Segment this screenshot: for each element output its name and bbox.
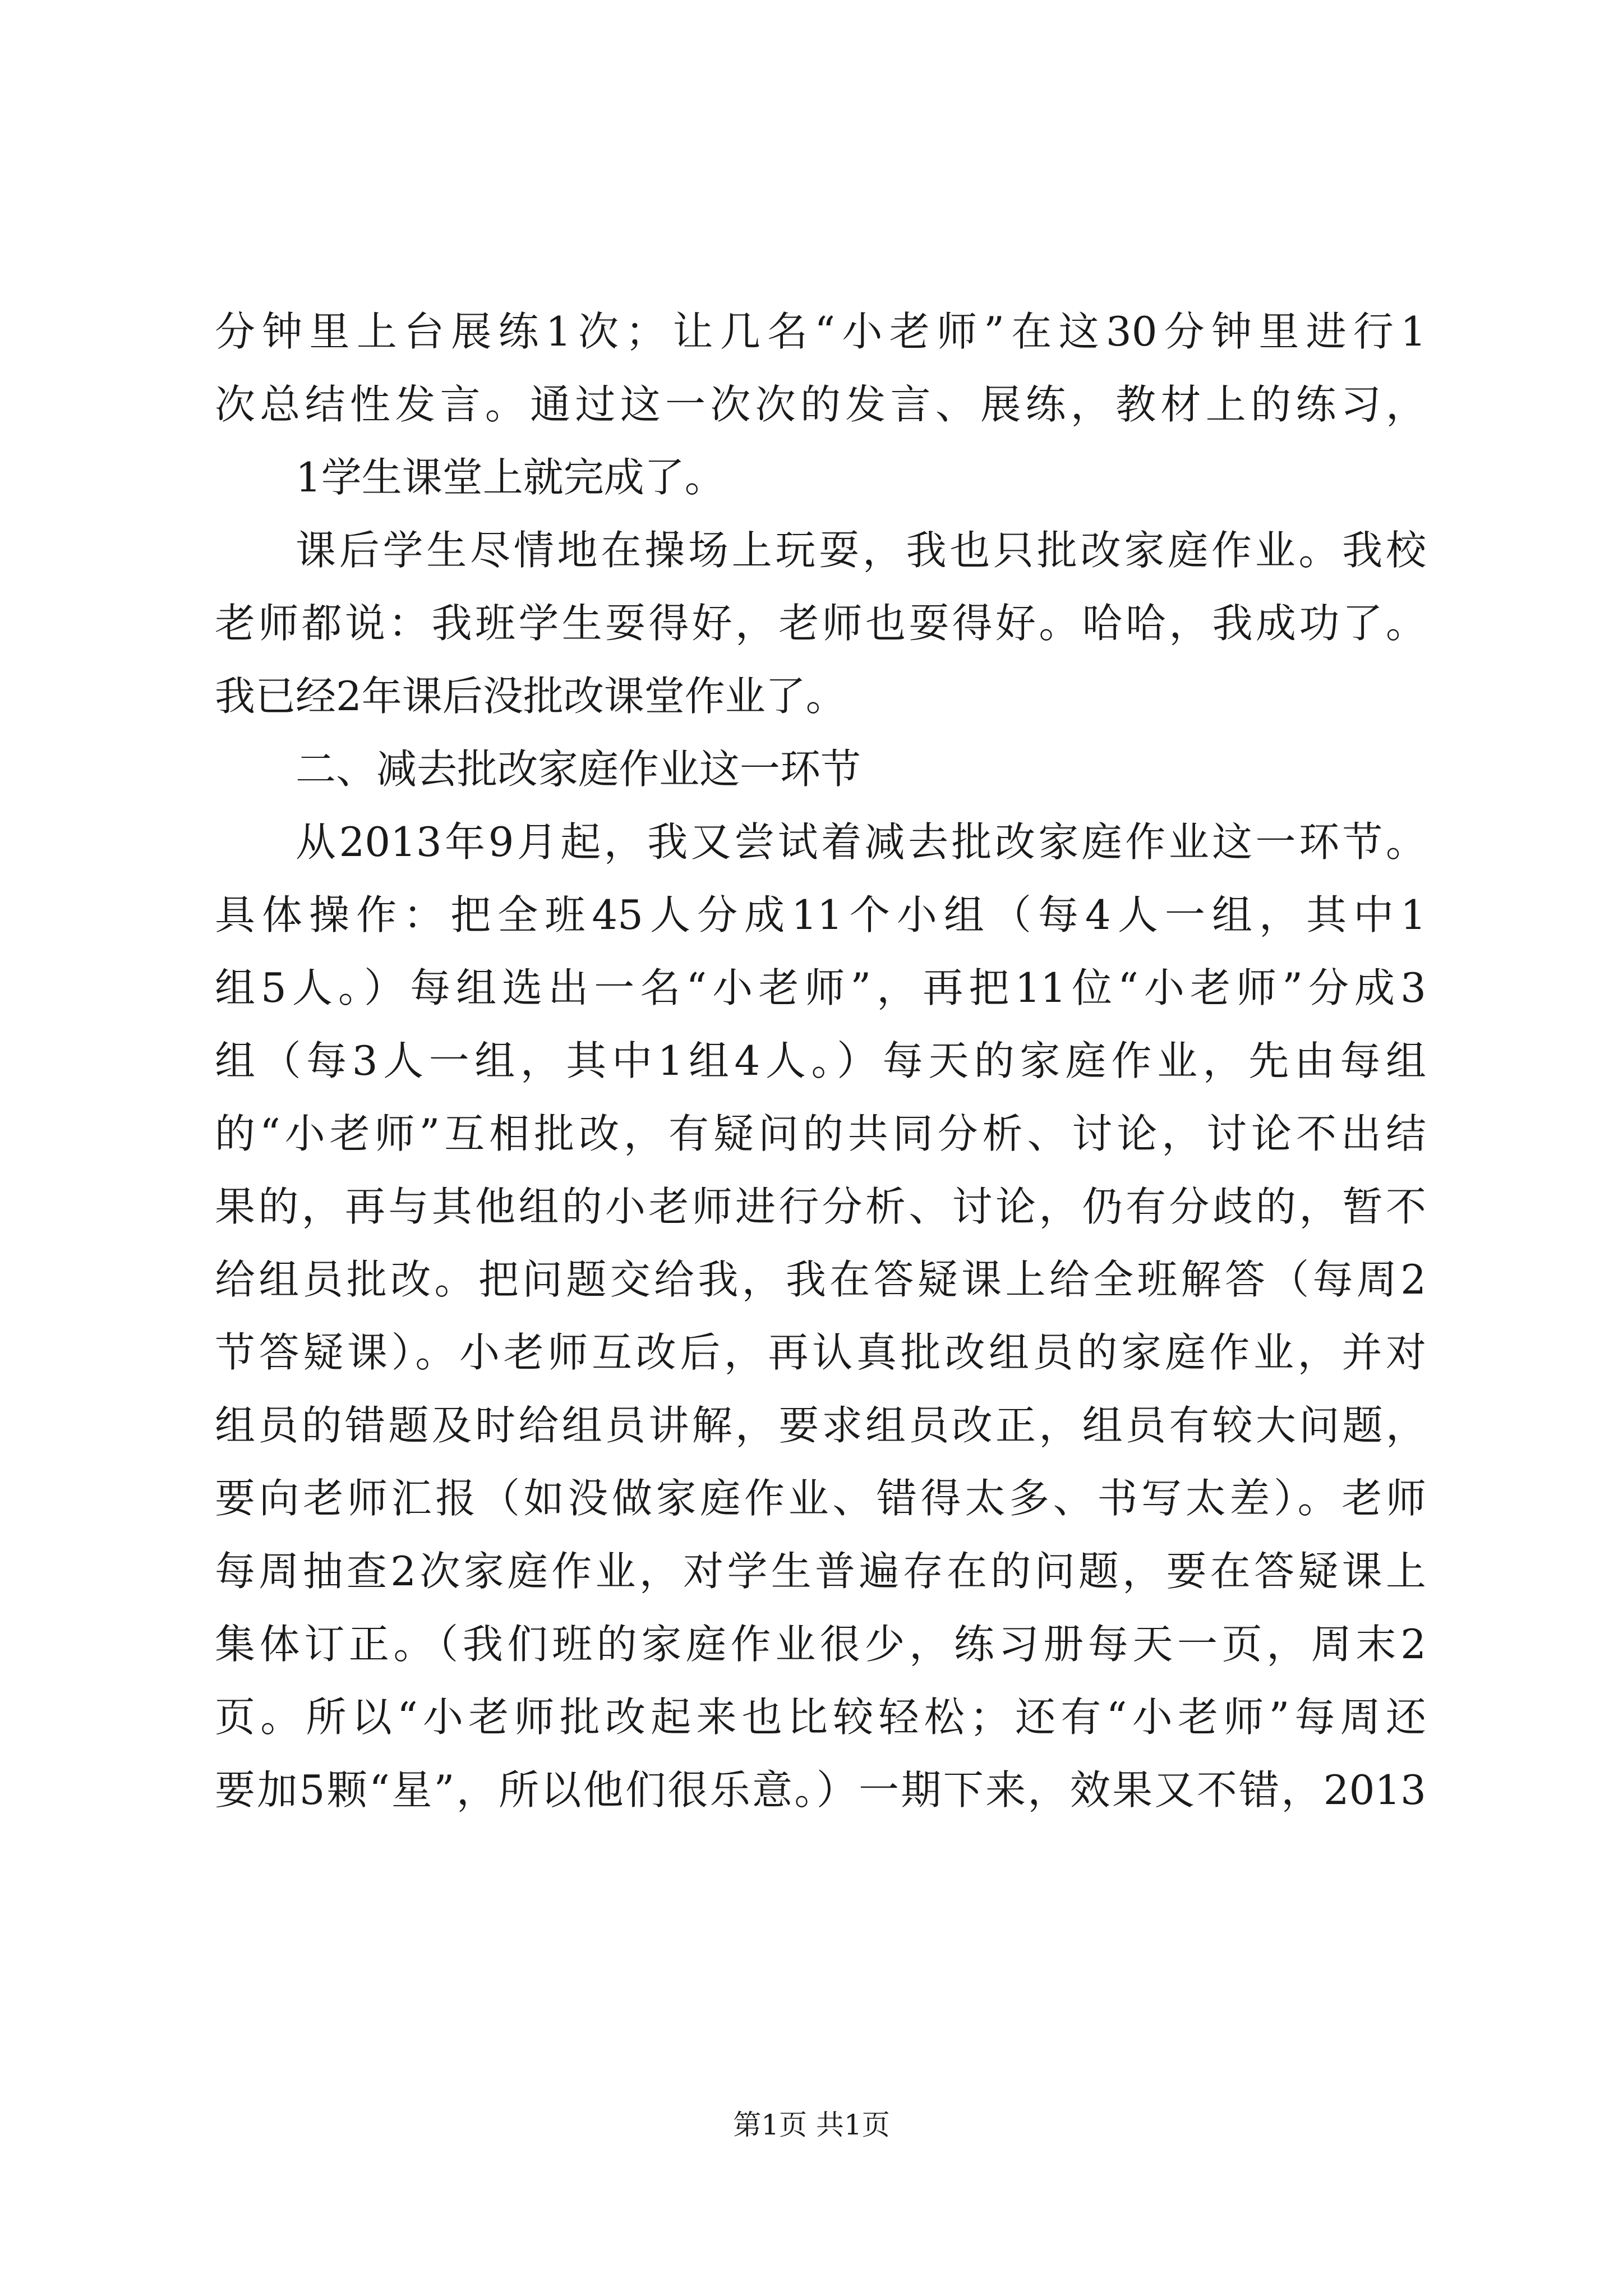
paragraph-line: 要向老师汇报（如没做家庭作业、错得太多、书写太差）。老师 (215, 1475, 1426, 1522)
paragraph-line: 组员的错题及时给组员讲解，要求组员改正，组员有较大问题， (215, 1402, 1426, 1449)
paragraph-line: 给组员批改。把问题交给我，我在答疑课上给全班解答（每周2 (215, 1256, 1426, 1303)
paragraph-line: 从2013年9月起，我又尝试着减去批改家庭作业这一环节。 (296, 818, 1426, 866)
paragraph-line: 组5人。）每组选出一名“小老师”，再把11位“小老师”分成3 (215, 964, 1426, 1011)
paragraph-line: 具体操作：把全班45人分成11个小组（每4人一组，其中1 (215, 891, 1426, 938)
paragraph-line: 我已经2年课后没批改课堂作业了。 (215, 673, 846, 720)
paragraph-line: 分钟里上台展练1次；让几名“小老师”在这30分钟里进行1 (215, 308, 1426, 355)
paragraph-line: 节答疑课）。小老师互改后，再认真批改组员的家庭作业，并对 (215, 1329, 1426, 1376)
paragraph-line: 组（每3人一组，其中1组4人。）每天的家庭作业，先由每组 (215, 1037, 1426, 1084)
paragraph-line: 集体订正。（我们班的家庭作业很少，练习册每天一页，周末2 (215, 1621, 1426, 1668)
paragraph-line: 每周抽查2次家庭作业，对学生普遍存在的问题，要在答疑课上 (215, 1548, 1426, 1595)
paragraph-line: 老师都说：我班学生耍得好，老师也耍得好。哈哈，我成功了。 (215, 600, 1426, 647)
page-footer: 第1页 共1页 (733, 2109, 890, 2141)
paragraph-line: 课后学生尽情地在操场上玩耍，我也只批改家庭作业。我校 (296, 527, 1426, 574)
paragraph-line: 次总结性发言。通过这一次次的发言、展练，教材上的练习， (215, 381, 1426, 428)
paragraph-line: 页。所以“小老师批改起来也比较轻松；还有“小老师”每周还 (215, 1694, 1426, 1741)
section-heading: 二、减去批改家庭作业这一环节 (296, 746, 861, 793)
paragraph-line: 果的，再与其他组的小老师进行分析、讨论，仍有分歧的，暂不 (215, 1183, 1426, 1230)
paragraph-line: 要加5颗“星”，所以他们很乐意。）一期下来，效果又不错，2013 (215, 1766, 1426, 1814)
paragraph-line: 1学生课堂上就完成了。 (296, 454, 725, 501)
paragraph-line: 的“小老师”互相批改，有疑问的共同分析、讨论，讨论不出结 (215, 1110, 1426, 1157)
